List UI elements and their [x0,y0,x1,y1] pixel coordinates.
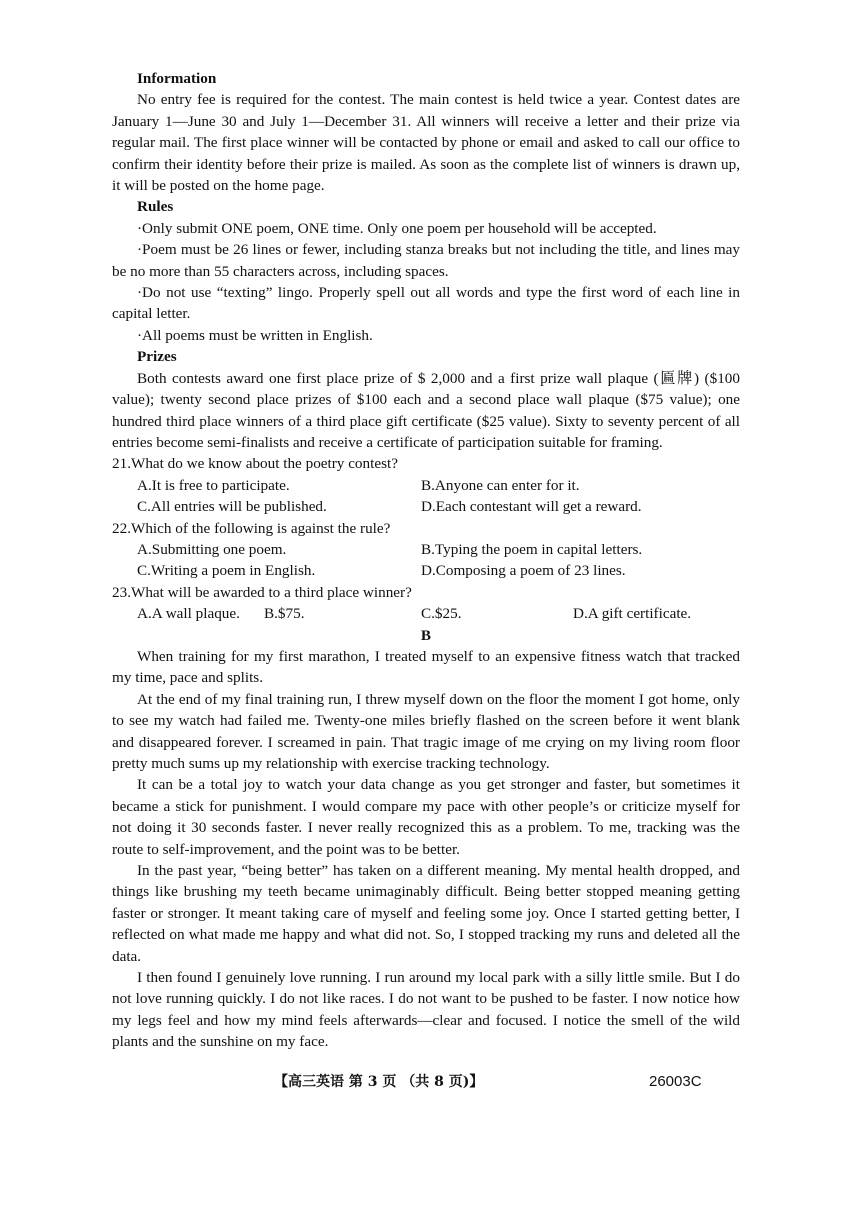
rule-item: ·All poems must be written in English. [137,326,373,344]
option-d: D.Each contestant will get a reward. [421,498,642,516]
option-d: D.A gift certificate. [573,605,692,623]
option-a: A.Submitting one poem. [137,540,287,558]
rule-item: ·Do not use “texting” lingo. Properly spell out all words and type the first word of each line in capital letter. [112,284,740,323]
option-c: C.$25. [421,605,462,623]
option-c: C.All entries will be published. [137,498,327,516]
question-21-options [112,475,740,518]
information-heading: Information [137,70,217,87]
rules-heading: Rules [137,198,174,216]
page-content [112,68,740,1053]
question-22-options [112,539,740,582]
option-c: C.Writing a poem in English. [137,562,316,580]
section-b-label: B [420,626,432,644]
passage-paragraph: It can be a total joy to watch your data change as you get stronger and faster, but sometimes it became a stick for punishment. I would compare my pace with other people’s or criticize myself for not doing it 30 seconds faster. I never really recognized this as a problem. To me, tracking was the route to self-improvement, and the point was to be better. [112,776,740,858]
question-23-options [112,603,740,624]
option-a: A.It is free to participate. [137,476,290,494]
paper-code: 26003C [649,1073,702,1090]
rule-item: ·Only submit ONE poem, ONE time. Only one poem per household will be accepted. [137,219,657,237]
question-23-stem: 23.What will be awarded to a third place winner? [112,583,412,601]
passage-paragraph: I then found I genuinely love running. I run around my local park with a silly little smile. But I do not love running quickly. I do not like races. I do not want to be pushed to be faster. I now notice how my legs feel and how my mind feels afterwards—clear and focused. I notice the smell of the wild plants and the sunshine on my face. [112,969,740,1051]
passage-paragraph: When training for my first marathon, I treated myself to an expensive fitness watch that tracked my time, pace and splits. [112,647,740,687]
option-b: B.$75. [264,605,305,623]
question-21-stem: 21.What do we know about the poetry contest? [112,455,398,473]
option-a: A.A wall plaque. [137,605,240,623]
rule-item: ·Poem must be 26 lines or fewer, including stanza breaks but not including the title, and lines may be no more than 55 characters across, including spaces. [112,241,740,280]
prizes-paragraph: Both contests award one first place prize of $ 2,000 and a first prize wall plaque (匾牌) ($100 value); twenty second place prizes of $100 each and a second place wall plaque ($75 value); one hundred third place winners of a third place gift certificate ($25 value). Sixty to seventy percent of all entries become semi-finalists and receive a certificate of participation suitable for framing. [112,369,740,451]
passage-paragraph: In the past year, “being better” has taken on a different meaning. My mental health dropped, and things like brushing my teeth became unimaginably difficult. Being better stopped meaning getting faster or stronger. It meant taking care of myself and feeling some joy. Once I started getting better, I reflected on what made me happy and what did not. So, I stopped tracking my runs and deleted all the data. [112,862,740,965]
prizes-heading: Prizes [137,348,177,366]
option-b: B.Anyone can enter for it. [421,476,580,494]
information-paragraph: No entry fee is required for the contest. The main contest is held twice a year. Contest dates are January 1—June 30 and July 1—December 31. All winners will receive a letter and their prize via regular mail. The first place winner will be contacted by phone or email and asked to call our office to confirm their identity before their prize is mailed. As soon as the complete list of winners is drawn up, it will be posted on the home page. [112,91,740,195]
option-d: D.Composing a poem of 23 lines. [421,562,626,580]
option-b: B.Typing the poem in capital letters. [421,540,643,558]
question-22-stem: 22.Which of the following is against the rule? [112,519,391,537]
page-number-label: 【高三英语 第 3 页 （共 8 页)】 [274,1074,484,1090]
passage-paragraph: At the end of my final training run, I threw myself down on the floor the moment I got home, only to see my watch had failed me. Twenty-one miles briefly flashed on the screen before it went blank and disappeared forever. I screamed in pain. That tragic image of me crying on my living room floor pretty much sums up my relationship with exercise tracking technology. [112,690,740,772]
